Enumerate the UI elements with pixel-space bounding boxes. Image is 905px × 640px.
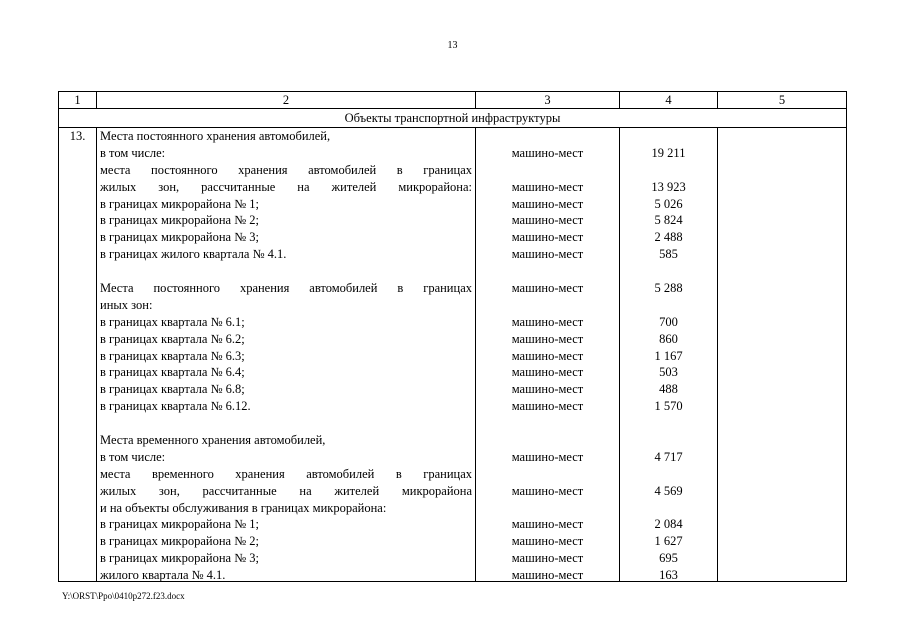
description-line: в том числе:	[100, 449, 166, 464]
unit-cell: машино-мест	[511, 399, 584, 414]
description-line	[97, 263, 475, 280]
description-line: в границах квартала № 6.12.	[100, 399, 251, 414]
value-cell	[620, 466, 717, 483]
unit-cell: машино-мест	[511, 449, 584, 464]
table-header-row	[59, 92, 846, 109]
value-cell: 695	[659, 551, 678, 566]
value-cell	[620, 263, 717, 280]
value-cell: 2 488	[654, 230, 683, 245]
unit-cell: машино-мест	[511, 483, 584, 498]
unit-cell: машино-мест	[511, 331, 584, 346]
value-cell: 163	[659, 568, 678, 583]
value-cell: 2 084	[654, 517, 683, 532]
unit-cell	[476, 263, 619, 280]
unit-column	[476, 128, 620, 581]
unit-cell: машино-мест	[511, 145, 584, 160]
unit-cell: машино-мест	[511, 230, 584, 245]
infrastructure-table	[58, 91, 847, 582]
notes-column	[718, 128, 846, 581]
description-line: и на объекты обслуживания в границах микрорайона:	[100, 500, 387, 515]
value-column	[620, 128, 718, 581]
value-cell	[620, 432, 717, 449]
description-line: в границах квартала № 6.8;	[100, 382, 245, 397]
unit-cell: машино-мест	[511, 382, 584, 397]
description-line: Места постоянного хранения автомобилей,	[100, 129, 331, 143]
file-path-footer: Y:\ORST\Ppo\0410p272.f23.docx	[62, 591, 185, 601]
value-cell	[620, 162, 717, 179]
description-line: в том числе:	[100, 145, 166, 160]
header-col-3: 3	[476, 92, 620, 108]
value-cell: 1 570	[654, 399, 683, 414]
unit-cell: машино-мест	[511, 365, 584, 380]
unit-cell	[476, 128, 619, 145]
value-cell: 700	[659, 314, 678, 329]
value-cell: 488	[659, 382, 678, 397]
unit-cell: машино-мест	[511, 247, 584, 262]
description-line: в границах микрорайона № 2;	[100, 213, 259, 228]
description-line: в границах микрорайона № 3;	[100, 230, 259, 245]
description-line: жилых зон, рассчитанные на жителей микрорайона:	[100, 179, 472, 194]
unit-cell: машино-мест	[511, 314, 584, 329]
value-cell: 585	[659, 247, 678, 262]
section-title: Объекты транспортной инфраструктуры	[59, 109, 846, 128]
unit-cell	[476, 162, 619, 179]
value-cell: 1 167	[654, 348, 683, 363]
unit-cell: машино-мест	[511, 551, 584, 566]
unit-cell: машино-мест	[511, 213, 584, 228]
description-line	[97, 415, 475, 432]
value-cell: 860	[659, 331, 678, 346]
value-cell	[620, 128, 717, 145]
value-cell: 4 569	[654, 483, 683, 498]
value-cell: 1 627	[654, 534, 683, 549]
value-cell: 5 026	[654, 196, 683, 211]
description-line: Места временного хранения автомобилей,	[100, 433, 326, 448]
description-line: в границах квартала № 6.3;	[100, 348, 245, 363]
description-line: в границах микрорайона № 3;	[100, 551, 259, 566]
value-cell: 5 288	[654, 281, 683, 296]
unit-cell	[476, 466, 619, 483]
description-line: в границах квартала № 6.4;	[100, 365, 245, 380]
unit-cell: машино-мест	[511, 568, 584, 583]
description-column	[97, 128, 476, 581]
row-number: 13.	[59, 128, 97, 581]
description-line: в границах микрорайона № 1;	[100, 196, 259, 211]
page-number: 13	[447, 40, 458, 51]
value-cell: 19 211	[651, 145, 686, 160]
unit-cell: машино-мест	[511, 348, 584, 363]
value-cell	[620, 500, 717, 517]
header-col-5: 5	[778, 93, 786, 107]
value-cell: 503	[659, 365, 678, 380]
description-line: Места постоянного хранения автомобилей в границах	[100, 281, 472, 296]
unit-cell: машино-мест	[511, 517, 584, 532]
unit-cell	[476, 415, 619, 432]
value-cell: 4 717	[654, 449, 683, 464]
value-cell: 13 923	[651, 179, 686, 194]
unit-cell	[476, 500, 619, 517]
description-line: жилого квартала № 4.1.	[100, 568, 226, 583]
description-line: иных зон:	[100, 297, 153, 312]
header-col-4: 4	[620, 92, 718, 108]
unit-cell	[476, 297, 619, 314]
unit-cell	[476, 432, 619, 449]
description-line: места временного хранения автомобилей в границах	[100, 466, 472, 481]
description-line: в границах квартала № 6.1;	[100, 314, 245, 329]
unit-cell: машино-мест	[511, 179, 584, 194]
description-line: в границах микрорайона № 2;	[100, 534, 259, 549]
value-cell	[620, 297, 717, 314]
unit-cell: машино-мест	[511, 281, 584, 296]
value-cell: 5 824	[654, 213, 683, 228]
description-line: места постоянного хранения автомобилей в границах	[100, 162, 472, 177]
description-line: в границах жилого квартала № 4.1.	[100, 247, 287, 262]
description-line: жилых зон, рассчитанные на жителей микрорайона	[100, 483, 472, 498]
table-row	[59, 128, 846, 581]
description-line: в границах квартала № 6.2;	[100, 331, 245, 346]
value-cell	[620, 415, 717, 432]
unit-cell: машино-мест	[511, 196, 584, 211]
unit-cell: машино-мест	[511, 534, 584, 549]
header-col-1: 1	[59, 92, 97, 108]
description-line: в границах микрорайона № 1;	[100, 517, 259, 532]
header-col-2: 2	[97, 92, 476, 108]
